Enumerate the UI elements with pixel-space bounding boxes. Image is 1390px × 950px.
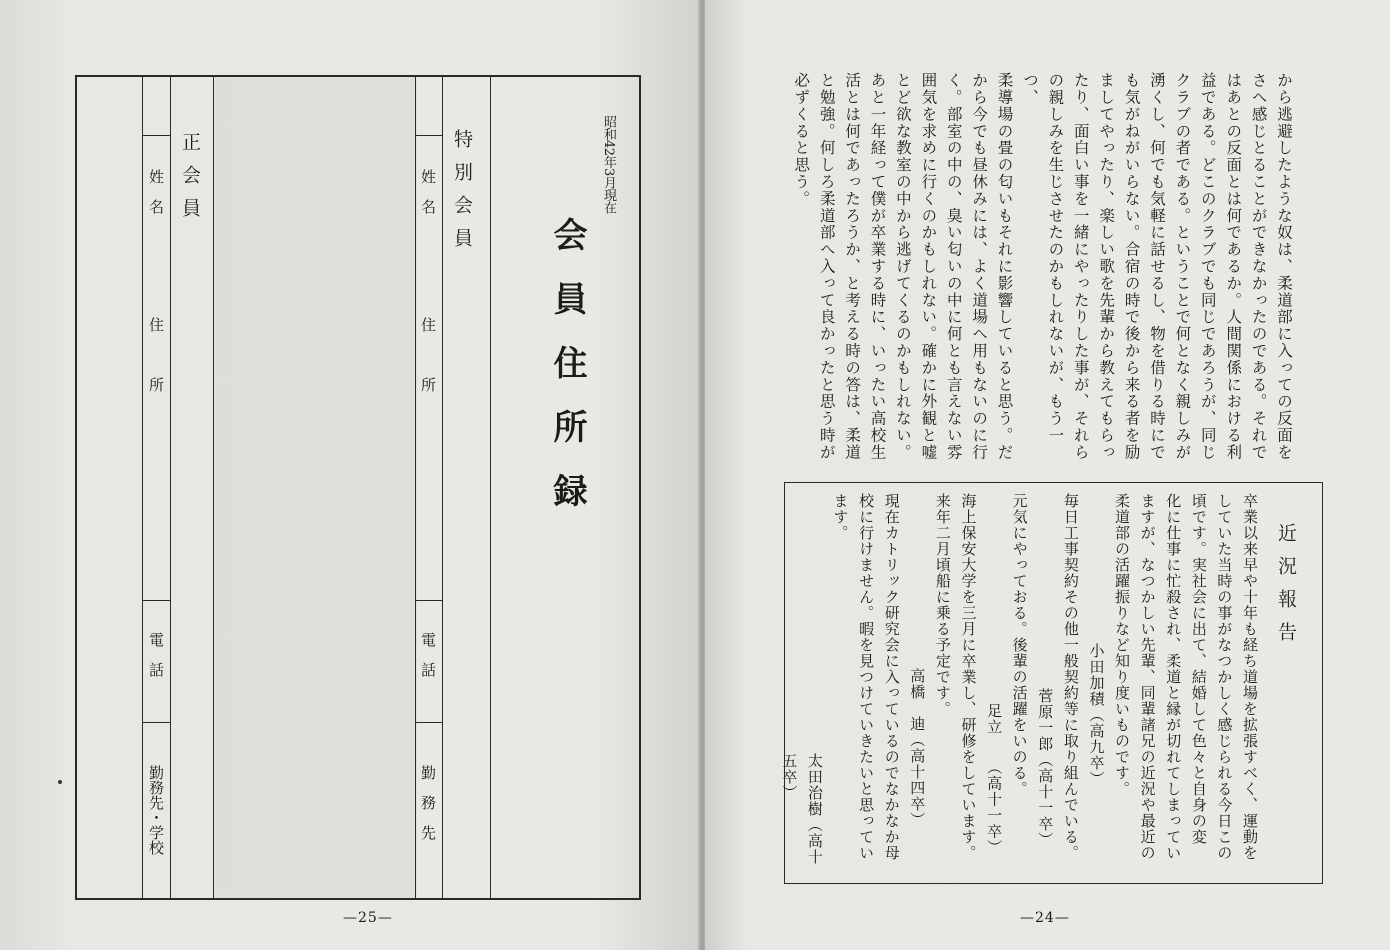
signature-text: 足立 （高十一卒） [985,703,1004,856]
signature-text: 太田治樹（高十五卒） [780,753,824,865]
report-line: ます。 [831,493,850,541]
essay-line: から今でも昼休みには、よく道場へ用もないのに行 [970,72,989,461]
essay-line: とど欲な教室の中から逃げてくるのかもしれない。 [893,72,912,461]
essay-line: く。部室の中の、臭い匂いの中に何とも言えない雰 [944,72,963,461]
form-rule [142,135,170,136]
essay-line: 必ずくると思う。 [792,72,811,208]
form-rule [142,77,143,898]
form-rule [170,77,171,898]
essay-line: と勉強。何しろ柔道部へ入って良かったと思う時が [817,72,836,461]
essay-text [788,72,1296,472]
col-work-regular: 勤務先・学校 [147,765,165,855]
address-form [75,75,641,900]
report-line: 現在カトリック研究会に入っているのでなかなか母 [882,493,901,861]
form-rule [442,77,443,898]
report-line: 卒業以来早や十年も経ち道場を拡張すべく、運動を [1241,493,1259,861]
page-title: 会員住所録 [547,217,587,537]
essay-line: 柔導場の畳の匂いもそれに影響していると思う。だ [995,72,1014,461]
essay-line: ましてやったり、楽しい歌を先輩から教えてもらっ [1097,72,1116,461]
essay-line: はあとの反面とは何であるか。人間関係における利 [1224,72,1243,461]
form-rule [213,77,214,898]
form-rule [415,77,416,898]
news-report-title: 近況報告 [1275,523,1297,655]
signature-text: 小田加積（高九卒） [1087,643,1106,787]
essay-line: 囲気を求めに行くのかもしれない。確かに外観と嘘 [919,72,938,461]
report-signature [904,493,930,873]
special-members-heading: 特別会員 [451,129,473,261]
signature-text: 菅原一郎（高十一卒） [1036,688,1055,848]
col-name-special: 姓 名 [419,169,437,214]
form-rule [415,722,442,723]
blank-entry-area [215,77,417,898]
report-line: 校に行けません。暇を見つけていきたいと思ってい [857,493,876,861]
col-work-special: 勤 務 先 [419,765,437,840]
report-signature [1083,493,1109,873]
col-phone-regular: 電 話 [147,632,165,677]
essay-line: たり、面白い事を一緒にやったりした事が、それら [1071,72,1090,461]
print-speck [58,780,62,784]
essay-line: さへ感じとることができなかったのである。それで [1249,72,1268,461]
form-rule [415,135,442,136]
report-line: していた当時の事がなつかしく感じられる今日この [1215,493,1234,861]
regular-members-heading: 正会員 [179,132,201,231]
report-line: 毎日工事契約その他一般契約等に取り組んでいる。 [1061,493,1080,861]
date-note: 昭和42年3月現在 [601,115,616,214]
essay-line: の親しみを生じさせたのかもしれないが、もう一つ、 [1020,72,1065,444]
col-phone-special: 電 話 [419,632,437,677]
essay-line: クラブの者である。ということで何となく親しみが [1173,72,1192,461]
report-line: 柔道部の活躍振りなど知り度いものです。 [1113,493,1132,797]
report-line: 元気にやっておる。後輩の活躍をいのる。 [1010,493,1029,797]
report-line: 化に仕事に忙殺され、柔道と縁が切れてしまってい [1164,493,1183,861]
col-address-special: 住 所 [419,317,437,392]
essay-line: 益である。どこのクラブでも同じであろうが、同じ [1198,72,1217,461]
news-report-box [780,482,1323,884]
essay-line: も気がねがいらない。合宿の時で後から来る者を励 [1122,72,1141,461]
essay-line: 湧くし、何でも気軽に話せるし、物を借りる時にで [1147,72,1166,461]
signature-text: 高橋 迪（高十四卒） [908,668,927,828]
report-line: 頃です。実社会に出て、結婚して色々と自身の変 [1189,493,1208,845]
report-line: ますが、なつかしい先輩、同輩諸兄の近況や最近の [1138,493,1157,861]
form-rule [142,600,170,601]
form-rule [415,600,442,601]
report-line: 来年二月頃船に乗る予定です。 [933,493,952,717]
report-signature [776,493,827,873]
page-number-left: —25— [343,910,393,926]
report-signature [980,493,1006,873]
form-rule [490,77,491,898]
col-name-regular: 姓 名 [147,169,165,214]
form-rule [142,722,170,723]
essay-line: 活とは何であったろうか、と考える時の答は、柔道 [843,72,862,461]
col-address-regular: 住 所 [147,317,165,392]
page-number-right: —24— [1020,910,1070,926]
report-signature [1032,493,1058,873]
report-line: 海上保安大学を三月に卒業し、研修をしています。 [959,493,978,861]
essay-line: あと一年経って僕が卒業する時に、いったい高校生 [868,72,887,461]
essay-line: から逃避したような奴は、柔道部に入っての反面を [1275,72,1293,461]
news-report-body [776,493,1262,873]
